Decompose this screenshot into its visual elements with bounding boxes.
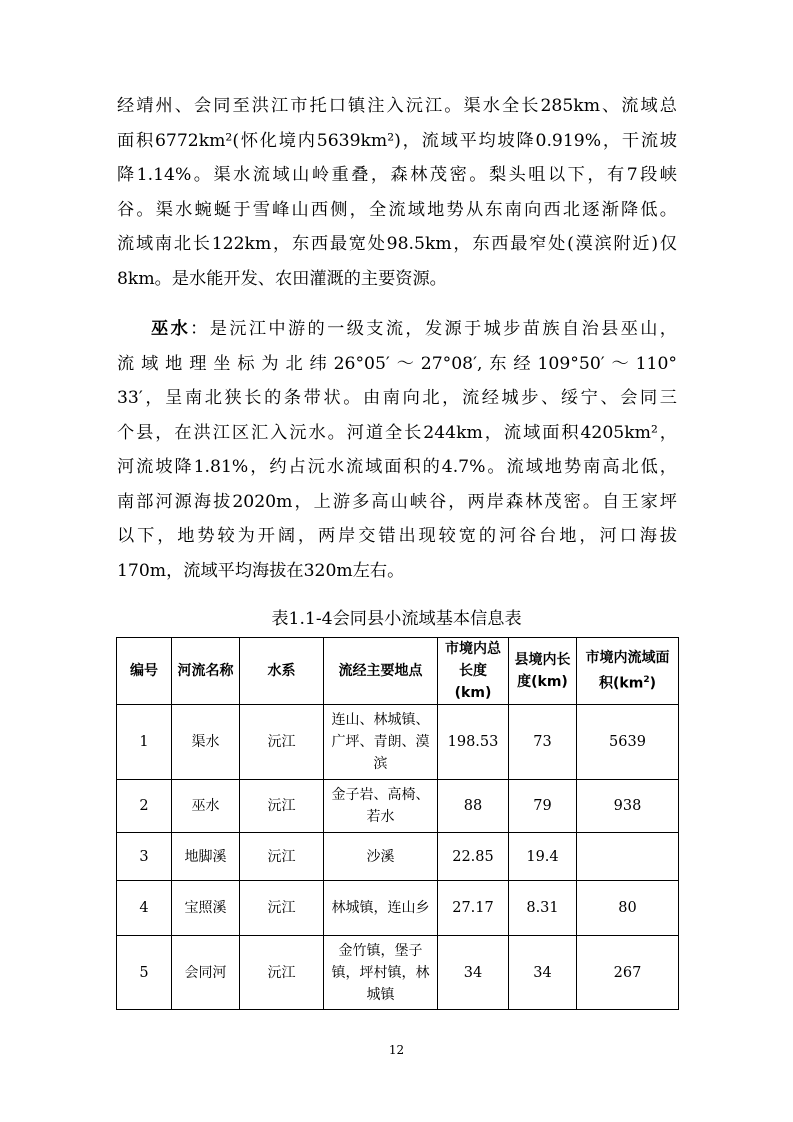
text-line: 南部河源海拔2020m，上游多高山峡谷，两岸森林茂密。自王家坪 xyxy=(117,491,677,512)
cell-name: 渠水 xyxy=(172,705,240,780)
header-city-area xyxy=(577,638,679,705)
header-city-area-text: 市境内流域面积(km xyxy=(585,650,670,692)
cell-places: 沙溪 xyxy=(324,833,438,881)
cell-city-area xyxy=(577,833,679,881)
cell-city-length: 27.17 xyxy=(438,881,509,936)
cell-places: 金竹镇，堡子镇，坪村镇，林城镇 xyxy=(324,936,438,1010)
cell-county-length: 79 xyxy=(509,780,577,833)
cell-city-length: 34 xyxy=(438,936,509,1010)
cell-city-area: 5639 xyxy=(577,705,679,780)
cell-county-length: 34 xyxy=(509,936,577,1010)
cell-city-length: 22.85 xyxy=(438,833,509,881)
paragraph-qu-river xyxy=(117,89,677,296)
header-city-area-close: ) xyxy=(649,675,656,692)
cell-no: 4 xyxy=(117,881,172,936)
cell-places: 金子岩、高椅、若水 xyxy=(324,780,438,833)
cell-city-area: 80 xyxy=(577,881,679,936)
cell-system: 沅江 xyxy=(240,780,324,833)
cell-system: 沅江 xyxy=(240,936,324,1010)
text-line: 河流坡降1.81%，约占沅水流域面积的4.7%。流域地势南高北低， xyxy=(117,457,677,477)
cell-no: 5 xyxy=(117,936,172,1010)
cell-system: 沅江 xyxy=(240,881,324,936)
text-line: 谷。渠水蜿蜒于雪峰山西侧，全流域地势从东南向西北逐渐降低。 xyxy=(117,199,677,220)
river-term: 巫水 xyxy=(151,319,191,339)
watershed-info-table xyxy=(116,637,679,1010)
text-line: 流域地理坐标为北纬26°05′～27°08′,东经109°50′～110° xyxy=(117,353,677,374)
table-row xyxy=(117,833,679,881)
cell-no: 1 xyxy=(117,705,172,780)
header-places: 流经主要地点 xyxy=(324,638,438,705)
cell-name: 宝照溪 xyxy=(172,881,240,936)
header-county-length: 县境内长度(km) xyxy=(509,638,577,705)
text-line: 经靖州、会同至洪江市托口镇注入沅江。渠水全长285km、流域总 xyxy=(117,96,677,116)
cell-county-length: 73 xyxy=(509,705,577,780)
header-system: 水系 xyxy=(240,638,324,705)
superscript: 2 xyxy=(643,675,650,686)
text-line: 170m，流域平均海拔在320m左右。 xyxy=(117,560,405,581)
text-line-first xyxy=(117,312,677,347)
cell-no: 2 xyxy=(117,780,172,833)
cell-system: 沅江 xyxy=(240,833,324,881)
cell-county-length: 19.4 xyxy=(509,833,577,881)
cell-name: 地脚溪 xyxy=(172,833,240,881)
cell-city-length: 198.53 xyxy=(438,705,509,780)
cell-places: 林城镇，连山乡 xyxy=(324,881,438,936)
cell-places: 连山、林城镇、广坪、青朗、漠滨 xyxy=(324,705,438,780)
cell-city-area: 938 xyxy=(577,780,679,833)
table-row xyxy=(117,705,679,780)
text-line: 以下，地势较为开阔，两岸交错出现较宽的河谷台地，河口海拔 xyxy=(117,526,677,546)
cell-city-area: 267 xyxy=(577,936,679,1010)
text-line: 降1.14%。渠水流域山岭重叠，森林茂密。梨头咀以下，有7段峡 xyxy=(117,165,677,185)
page-number: 12 xyxy=(388,1043,405,1057)
cell-county-length: 8.31 xyxy=(509,881,577,936)
cell-name: 巫水 xyxy=(172,780,240,833)
header-name: 河流名称 xyxy=(172,638,240,705)
table-caption: 表1.1-4会同县小流域基本信息表 xyxy=(271,609,522,629)
text-fragment: ：是沅江中游的一级支流，发源于城步苗族自治县巫山， xyxy=(190,319,677,339)
text-line: 流域南北长122km，东西最宽处98.5km，东西最窄处(漠滨附近)仅 xyxy=(117,234,677,254)
header-no: 编号 xyxy=(117,638,172,705)
cell-city-length: 88 xyxy=(438,780,509,833)
header-city-length: 市境内总长度(km) xyxy=(438,638,509,705)
table-row xyxy=(117,881,679,936)
table-header-row xyxy=(117,638,679,705)
cell-no: 3 xyxy=(117,833,172,881)
table-row xyxy=(117,780,679,833)
text-line: 个县，在洪江区汇入沅水。河道全长244km，流域面积4205km²， xyxy=(117,422,677,443)
paragraph-wu-river xyxy=(117,312,677,588)
table-row xyxy=(117,936,679,1010)
text-line: 33′，呈南北狭长的条带状。由南向北，流经城步、绥宁、会同三 xyxy=(117,388,677,408)
text-line: 面积6772km²(怀化境内5639km²)，流域平均坡降0.919%，干流坡 xyxy=(117,130,677,151)
cell-name: 会同河 xyxy=(172,936,240,1010)
text-line: 8km。是水能开发、农田灌溉的主要资源。 xyxy=(117,268,447,289)
cell-system: 沅江 xyxy=(240,705,324,780)
